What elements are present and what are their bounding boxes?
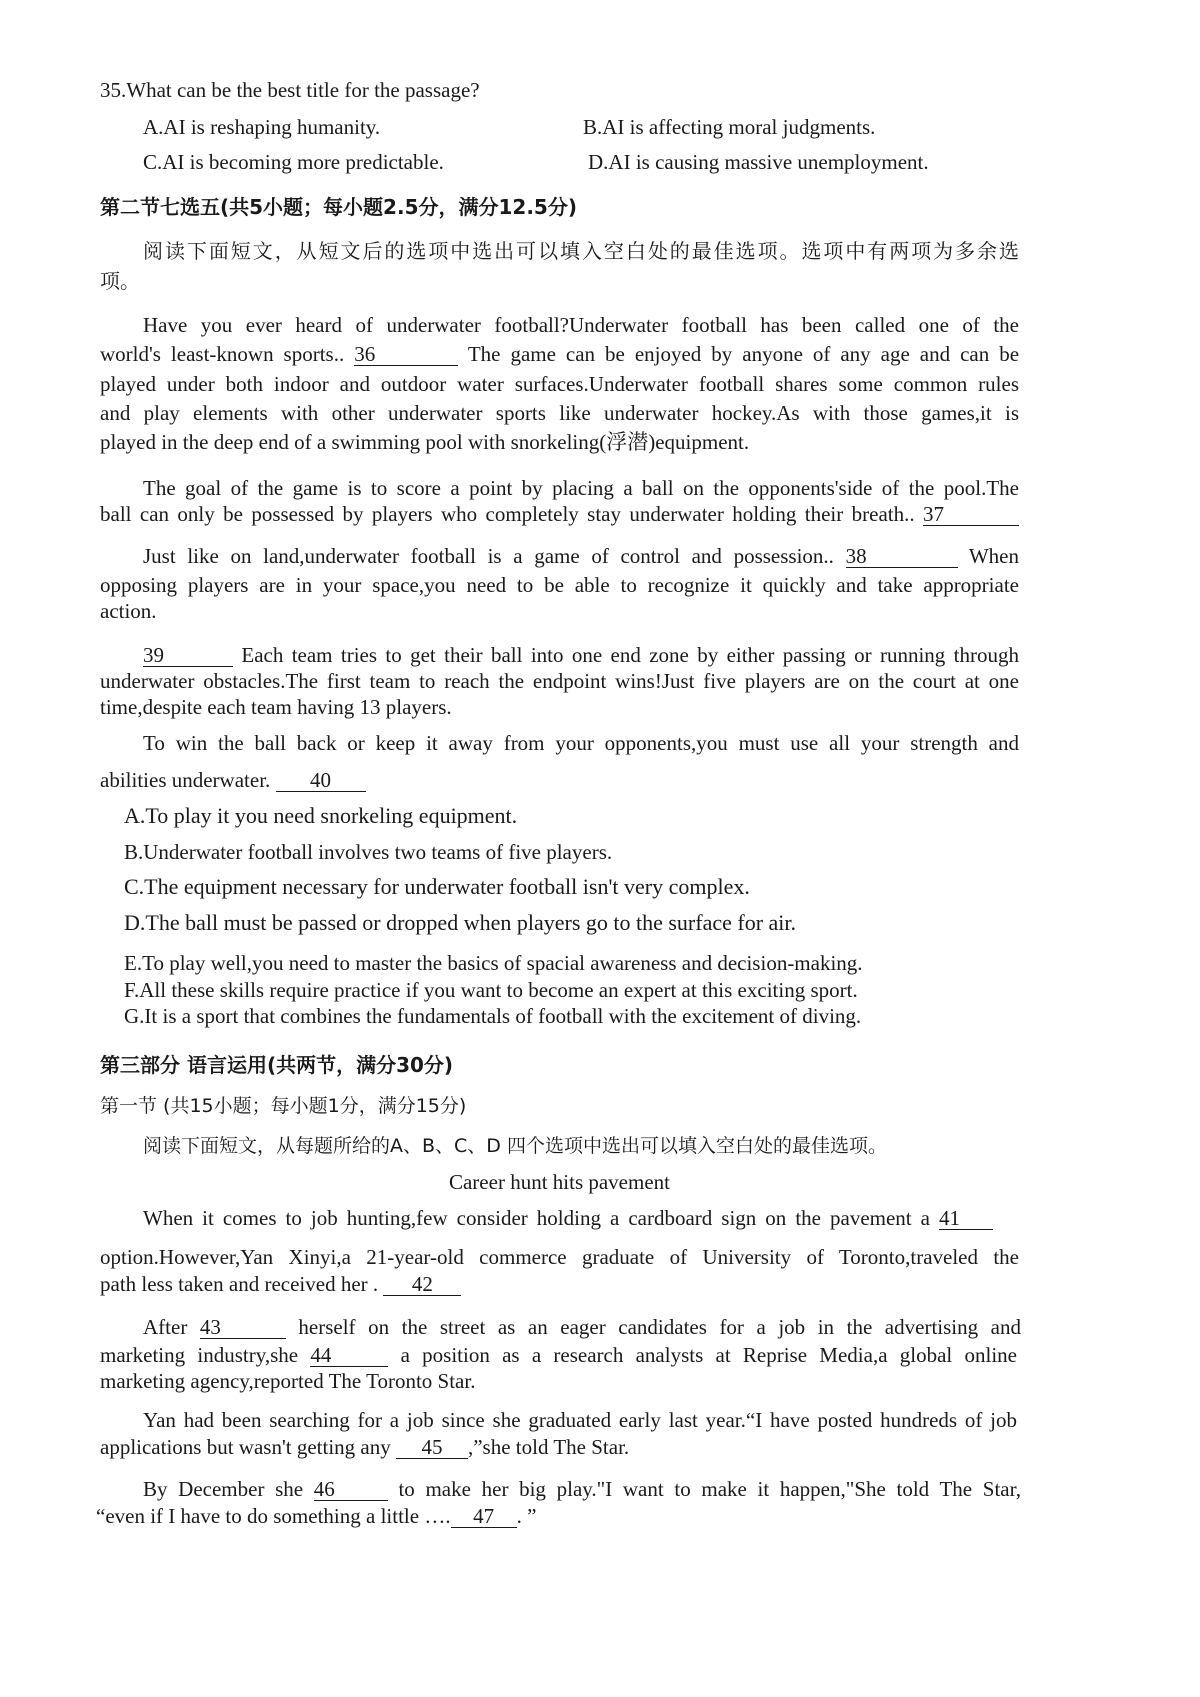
part3-subheading: 第一节 (共15小题；每小题1分，满分15分)	[100, 1095, 467, 1117]
career-p4-line2-text-a: “even if I have to do something a little ….	[96, 1504, 451, 1528]
p1-line2-text-a: world's least-known sports..	[100, 342, 345, 366]
career-p4-line1-text-b: to make her big play."I want to make it happen,"She told The Star,	[398, 1477, 1022, 1501]
p1-line2	[100, 341, 1019, 367]
blank-45[interactable]: 45	[396, 1436, 468, 1459]
blank-39[interactable]: 39	[143, 644, 233, 667]
career-p2-line1-text-a: After	[143, 1315, 188, 1339]
career-p4-line1-text-a: By December she	[143, 1477, 304, 1501]
career-p2-line2-text-b: a position as a research analysts at Reprise Media,a global online	[400, 1343, 1017, 1367]
option-c: C.The equipment necessary for underwater football isn't very complex.	[124, 874, 750, 899]
p3-line1	[143, 543, 1019, 569]
q35-stem: 35.What can be the best title for the passage?	[100, 78, 480, 102]
p2-line2-text: ball can only be possessed by players who completely stay underwater holding their breath..	[100, 502, 915, 526]
q35-option-a: A.AI is reshaping humanity.	[143, 115, 381, 139]
p5-line2-text: abilities underwater.	[100, 768, 271, 792]
p2-line1: The goal of the game is to score a point by placing a ball on the opponents'side of the pool.The	[143, 476, 1019, 500]
career-p3-line2-text-a: applications but wasn't getting any	[100, 1435, 391, 1459]
p1-line2-text-b: The game can be enjoyed by anyone of any age and can be	[467, 342, 1020, 366]
career-p4-line1	[143, 1476, 1021, 1502]
career-p2-line2	[100, 1342, 1017, 1368]
section2-instruction-line1: 阅读下面短文，从短文后的选项中选出可以填入空白处的最佳选项。选项中有两项为多余选	[143, 239, 1019, 263]
option-b: B.Underwater football involves two teams of five players.	[124, 840, 613, 864]
p1-line5: played in the deep end of a swimming pool with snorkeling(浮潜)equipment.	[100, 430, 750, 454]
blank-46[interactable]: 46	[314, 1478, 388, 1501]
p3-line3: action.	[100, 599, 157, 623]
career-p1-line3	[100, 1271, 461, 1297]
option-e: E.To play well,you need to master the basics of spacial awareness and decision-making.	[124, 951, 863, 975]
section2-heading: 第二节七选五(共5小题；每小题2.5分，满分12.5分)	[100, 195, 577, 219]
career-p3-line2	[100, 1434, 629, 1460]
p1-line3: played under both indoor and outdoor water surfaces.Underwater football shares some common rules	[100, 372, 1019, 396]
career-p3-line1: Yan had been searching for a job since she graduated early last year.“I have posted hundreds of job	[143, 1408, 1017, 1432]
blank-36[interactable]: 36	[354, 343, 458, 366]
blank-44[interactable]: 44	[310, 1344, 388, 1367]
blank-43[interactable]: 43	[200, 1316, 286, 1339]
blank-41[interactable]: 41	[939, 1207, 993, 1230]
career-p1-line3-text: path less taken and received her .	[100, 1272, 379, 1296]
p4-line3: time,despite each team having 13 players.	[100, 695, 452, 719]
p4-line1-text: Each team tries to get their ball into one end zone by either passing or running through	[241, 643, 1020, 667]
blank-38[interactable]: 38	[846, 545, 958, 568]
career-p4-line2-text-b: . ”	[516, 1504, 537, 1528]
p4-line2: underwater obstacles.The first team to reach the endpoint wins!Just five players are on the court at one	[100, 669, 1019, 693]
blank-47[interactable]: 47	[451, 1505, 517, 1528]
p3-line2: opposing players are in your space,you need to be able to recognize it quickly and take appropriate	[100, 573, 1019, 597]
p3-line1-text-b: When	[968, 544, 1020, 568]
career-p3-line2-text-b: ,”she told The Star.	[467, 1435, 630, 1459]
p1-line1: Have you ever heard of underwater football?Underwater football has been called one of the	[143, 313, 1019, 337]
career-p2-line1	[143, 1314, 1021, 1340]
blank-40[interactable]: 40	[276, 769, 366, 792]
career-p1-line1	[143, 1205, 993, 1231]
option-g: G.It is a sport that combines the fundamentals of football with the excitement of diving.	[124, 1004, 862, 1028]
part3-instruction: 阅读下面短文，从每题所给的A、B、C、D 四个选项中选出可以填入空白处的最佳选项。	[143, 1135, 887, 1157]
option-f: F.All these skills require practice if you want to become an expert at this exciting sport.	[124, 978, 858, 1002]
part3-heading: 第三部分 语言运用(共两节，满分30分)	[100, 1053, 454, 1077]
p3-line1-text-a: Just like on land,underwater football is a game of control and possession..	[143, 544, 834, 568]
career-p1-line2: option.However,Yan Xinyi,a 21-year-old commerce graduate of University of Toronto,traveled the	[100, 1245, 1019, 1269]
p5-line1: To win the ball back or keep it away from your opponents,you must use all your strength and	[143, 731, 1019, 755]
p1-line4: and play elements with other underwater sports like underwater hockey.As with those games,it is	[100, 401, 1019, 425]
blank-37[interactable]: 37	[923, 503, 1019, 526]
p4-line1	[143, 642, 1019, 668]
q35-option-c: C.AI is becoming more predictable.	[143, 150, 444, 174]
career-p2-line1-text-b: herself on the street as an eager candidates for a job in the advertising and	[298, 1315, 1021, 1339]
passage-title: Career hunt hits pavement	[448, 1170, 670, 1194]
blank-42[interactable]: 42	[383, 1273, 461, 1296]
p5-line2	[100, 767, 366, 793]
q35-option-d: D.AI is causing massive unemployment.	[588, 150, 929, 174]
career-p2-line3: marketing agency,reported The Toronto Star.	[100, 1369, 476, 1393]
career-p4-line2	[96, 1503, 536, 1529]
q35-option-b: B.AI is affecting moral judgments.	[583, 115, 876, 139]
career-p2-line2-text-a: marketing industry,she	[100, 1343, 299, 1367]
career-p1-line1-text: When it comes to job hunting,few consider holding a cardboard sign on the pavement a	[143, 1206, 930, 1230]
p2-line2	[100, 501, 1019, 527]
option-a: A.To play it you need snorkeling equipment.	[124, 803, 518, 828]
option-d: D.The ball must be passed or dropped when players go to the surface for air.	[124, 910, 797, 935]
section2-instruction-line2: 项。	[100, 269, 140, 293]
